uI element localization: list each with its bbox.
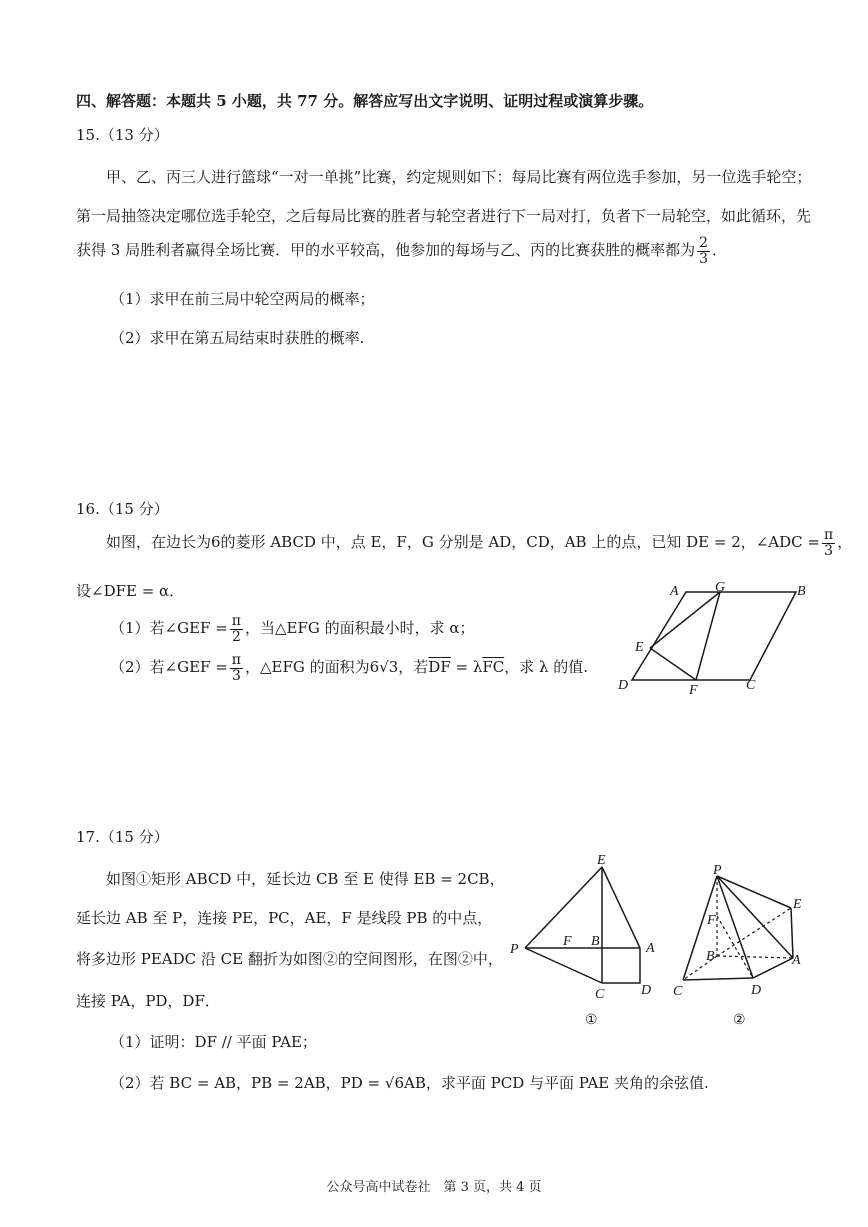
page-footer: 公众号高中试卷社 第 3 页，共 4 页 [326,1180,542,1195]
q16-vector-fc: $\overline{FC}$ [482,658,505,677]
segment-da [753,958,793,978]
q15-header: 15.（13 分） [76,126,169,144]
label-b: B [797,584,806,599]
q16-angle-fraction [822,528,835,558]
fig1-label-e: E [597,853,606,868]
label-d: D [618,678,629,693]
q16-header: 16.（15 分） [76,500,169,518]
q15-part1: （1）求甲在前三局中轮空两局的概率； [110,290,375,308]
q16-angle-num: π [823,527,834,543]
q16-part2-mid: ，△EFG 的面积为6√3，若 [245,658,429,677]
segment-pd [717,876,753,978]
q16-part2-fraction [230,653,243,683]
fig2-label-b: B [706,949,715,964]
label-a: A [670,584,679,599]
segment-ef [650,648,696,680]
label-c: C [746,678,756,693]
q15-line3-end: ． [712,241,728,260]
q17-part2: （2）若 BC = AB，PB = 2AB，PD = √6AB，求平面 PCD 与平面 PAE 夹角的余弦值. [110,1074,709,1092]
q16-p1-num: π [231,613,241,629]
q16-line1-text: 如图，在边长为6的菱形 ABCD 中，点 E，F，G 分别是 AD，CD，AB 上的点，已知 DE = 2，∠ADC = [106,533,820,552]
q15-part2: （2）求甲在第五局结束时获胜的概率. [110,329,365,347]
rhombus-outline [632,592,796,680]
label-f: F [689,683,698,698]
label-e: E [635,640,644,655]
q15-line3-text: 获得 3 局胜利者赢得全场比赛．甲的水平较高，他参加的每场与乙、丙的比赛获胜的概率都为 [76,241,696,260]
q16-part1-pre: （1）若∠GEF = [110,619,228,638]
fig1-label-c: C [595,987,605,1002]
q16-part2-post: ，求 λ 的值. [504,658,589,677]
q17-line1: 如图①矩形 ABCD 中，延长边 CB 至 E 使得 EB = 2CB， [106,870,505,888]
fig1-label-b: B [591,934,600,949]
q15-prob-fraction [697,236,710,266]
q15-prob-num: 2 [699,235,709,251]
section-heading: 四、解答题：本题共 5 小题，共 77 分。解答应写出文字说明、证明过程或演算步骤。 [76,92,654,110]
q16-p1-den: 2 [231,628,241,645]
q16-vector-df: $\overline{DF}$ [428,658,451,677]
q16-part2-pre: （2）若∠GEF = [110,658,228,677]
segment-ge [650,592,720,648]
segment-gf [696,592,720,680]
segment-ea [602,867,640,948]
q16-part2 [110,653,588,683]
fig1-label-a: A [646,941,655,956]
q16-line2: 设∠DFE = α． [76,582,185,600]
fig2-label-e: E [793,897,802,912]
fig2-label-c: C [673,984,683,999]
segment-cd [683,978,753,980]
q16-part1 [110,614,475,644]
q16-part1-post: ，当△EFG 的面积最小时，求 α； [245,619,475,638]
q16-angle-den: 3 [824,542,834,559]
fig1-label-d: D [641,983,652,998]
q16-line1-end: ， [837,533,853,552]
q16-part2-eq: = λ [450,658,483,677]
rectangle-cd-da [602,948,640,983]
q16-rhombus-figure [610,575,815,700]
q15-line2: 第一局抽签决定哪位选手轮空，之后每局比赛的胜者与轮空者进行下一局对打，负者下一局轮空，如此循环，先 [76,207,812,225]
fig2-caption: ② [733,1013,746,1028]
q17-line2: 延长边 AB 至 P，连接 PE，PC，AE，F 是线段 PB 的中点， [76,909,493,927]
fig1-caption: ① [585,1013,598,1028]
q16-line1 [106,528,852,558]
q17-part1: （1）证明：DF // 平面 PAE； [110,1033,317,1051]
q17-header: 17.（15 分） [76,828,169,846]
q16-p2-den: 3 [231,667,241,684]
fig2-label-a: A [792,953,801,968]
q15-prob-den: 3 [699,250,709,267]
q17-line4: 连接 PA，PD，DF． [76,992,220,1010]
q17-figure2 [665,860,820,1030]
q15-line3 [76,236,727,266]
q15-line1: 甲、乙、丙三人进行篮球“一对一单挑”比赛，约定规则如下：每局比赛有两位选手参加，另一位选手轮空； [106,168,812,186]
q16-p2-num: π [231,652,241,668]
segment-pe [717,876,791,908]
segment-pc [525,948,602,983]
q17-figure1 [505,850,665,1030]
fig1-label-p: P [510,942,519,957]
label-g: G [715,580,726,595]
fig2-label-p: P [713,863,722,878]
fig2-label-f: F [707,913,716,928]
segment-ea [791,908,793,958]
segment-ba-hidden [717,956,793,958]
fig2-label-d: D [751,983,762,998]
segment-pa [717,876,793,958]
segment-pc [683,876,717,980]
q16-part1-fraction [230,614,243,644]
fig1-label-f: F [563,934,572,949]
q17-line3: 将多边形 PEADC 沿 CE 翻折为如图②的空间图形，在图②中， [76,950,503,968]
